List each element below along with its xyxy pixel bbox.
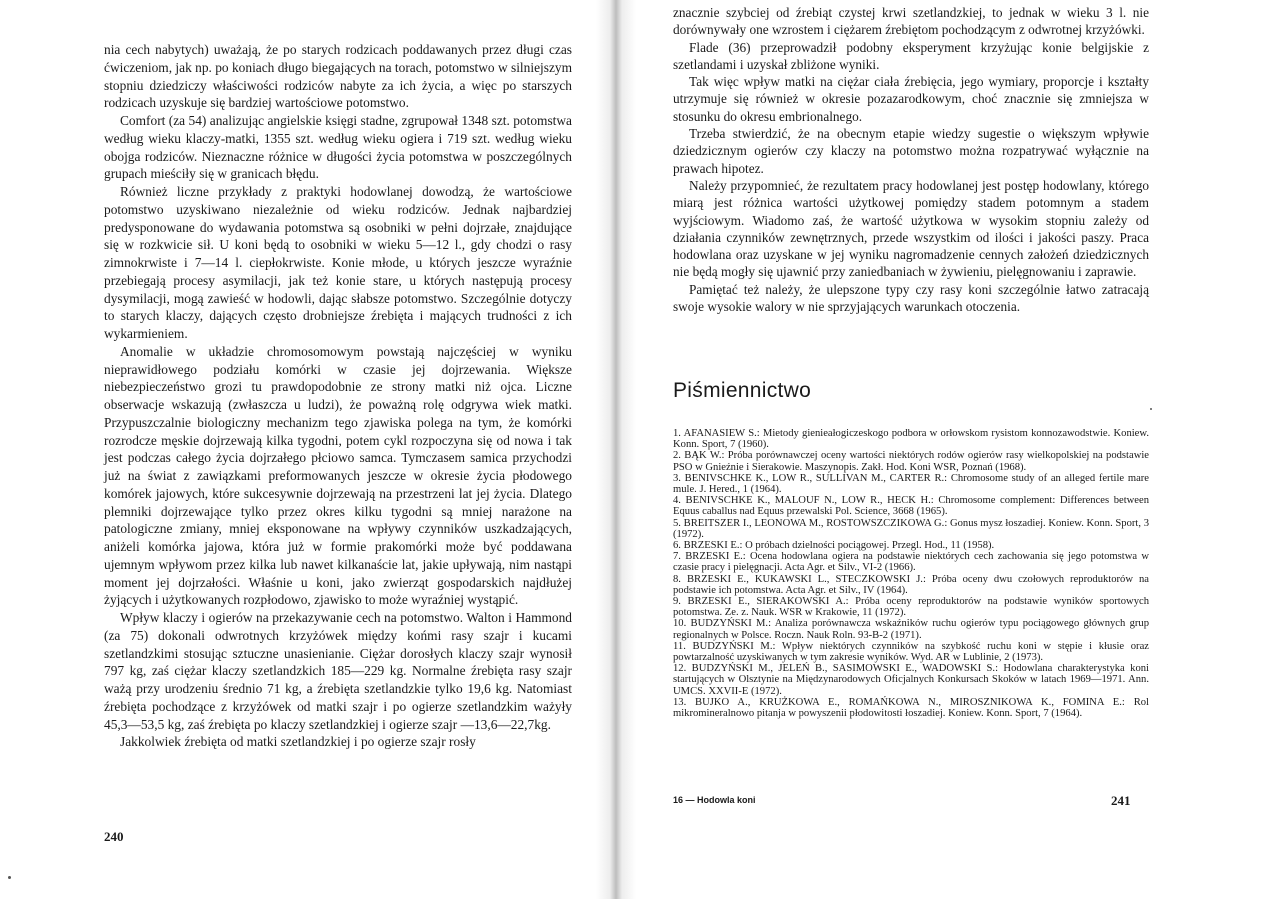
reference-item: 8. BRZESKI E., KUKAWSKI L., STECZKOWSKI J.: Próba oceny dwu czołowych reproduktorów na podstawie ich potomstwa. Acta Agr. et Silv., IV (1964). (673, 573, 1149, 596)
section-heading: Piśmiennictwo (673, 379, 812, 402)
right-text-column (673, 4, 1149, 315)
reference-item: 6. BRZESKI E.: O próbach dzielności pociągowej. Przegl. Hod., 11 (1958). (673, 540, 995, 552)
paragraph: Comfort (za 54) analizując angielskie księgi stadne, zgrupował 1348 szt. potomstwa według wieku klaczy-matki, 1355 szt. według wieku ogiera i 719 szt. według wieku obojga rodziców. Nieznaczne różnice w długości życia potomstwa w poszczególnych grupach mieściły się w granicach błędu. (104, 113, 572, 182)
right-page (620, 0, 1262, 899)
reference-item: 13. BUJKO A., KRUŻKOWA E., ROMAŃKOWA N., MIROSZNIKOWA K., FOMINA E.: Rol mikromineralnowo pitanja w powyszenii płodowitosti łoszadiej. Koniew. Konn. Sport, 7 (1964). (673, 696, 1149, 720)
paragraph: Również liczne przykłady z praktyki hodowlanej dowodzą, że wartościowe potomstwo uzyskiwano niezależnie od wieku rodziców. Jednak najbardziej predysponowane do wydawania potomstwa są osobniki w pełni dojrzałe, znajdujące się w rozkwicie sił. U koni będą to osobniki w wieku 5—12 l., gdy chodzi o rasy zimnokrwiste i 7—14 l. ciepłokrwiste. Konie młode, u których jeszcze wyraźnie przebiegają procesy asymilacji, jak też konie stare, u których następują procesy dysymilacji, mogą zawieść w hodowli, dając słabsze potomstwo. Szczególnie dotyczy to starych klaczy, dających często drobniejsze źrebięta i mających trudności z ich wykarmieniem. (104, 184, 572, 341)
paragraph: Tak więc wpływ matki na ciężar ciała źrebięcia, jego wymiary, proporcje i kształty utrzymuje się również w okresie pozazarodkowym, choć znacznie się zmniejsza w stosunku do okresu embrionalnego. (673, 74, 1149, 124)
scan-speck (1150, 408, 1152, 410)
page-number-left: 240 (104, 829, 124, 844)
left-page (0, 0, 614, 899)
printer-signature: 16 — Hodowla koni (673, 795, 756, 805)
reference-item: 7. BRZESKI E.: Ocena hodowlana ogiera na podstawie niektórych cech zachowania się jego potomstwa w czasie pracy i pielęgnacji. Acta Agr. et Silv., VI-2 (1966). (673, 551, 1149, 574)
reference-list (673, 428, 1149, 719)
reference-item: 2. BĄK W.: Próba porównawczej oceny wartości niektórych rodów ogierów rasy wielkopolskiej na podstawie PSO w Gnieźnie i Sierakowie. Maszynopis. Zakł. Hod. Koni WSR, Poznań (1968). (673, 450, 1149, 473)
page-number-right: 241 (1111, 793, 1131, 808)
paragraph: Wpływ klaczy i ogierów na przekazywanie cech na potomstwo. Walton i Hammond (za 75) dokonali odwrotnych krzyżówek między końmi rasy szajr i kucami szetlandzkimi stosując sztuczne unasienianie. Ciężar dorosłych klaczy szajr wynosił 797 kg, zaś ciężar klaczy szetlandzkich 185—229 kg. Normalne źrebięta rasy szajr ważą przy urodzeniu średnio 71 kg, a źrebięta szetlandzkie tylko 19,6 kg. Natomiast źrebięta pochodzące z krzyżówek od matki szajr i po ogierze szetlandzkim ważyły 45,3—53,5 kg, zaś źrebięta po klaczy szetlandzkiej i ogierze szajr —13,6—22,7kg. (104, 610, 572, 732)
paragraph: Jakkolwiek źrebięta od matki szetlandzkiej i po ogierze szajr rosły (120, 734, 476, 750)
paragraph: nia cech nabytych) uważają, że po starych rodzicach poddawanych przez długi czas ćwiczeniom, jak np. po koniach długo biegających na torach, potomstwo w silniejszym stopniu dziedziczy właściwości rodziców nabyte za ich życia, a więc po starszych rodzicach uzyskuje się bardziej wartościowe potomstwo. (104, 42, 572, 111)
left-text-column (104, 41, 572, 751)
reference-item: 4. BENIVSCHKE K., MALOUF N., LOW R., HECK H.: Chromosome complement: Differences between Equus caballus nad Equus przewalski Pol. Science, 3668 (1965). (673, 495, 1149, 518)
paragraph: Trzeba stwierdzić, że na obecnym etapie wiedzy sugestie o większym wpływie dziedzicznym ogierów czy klaczy na potomstwo można rozpatrywać wyłącznie na prawach hipotez. (673, 126, 1149, 176)
scan-speck (8, 876, 11, 879)
reference-item: 9. BRZESKI E., SIERAKOWSKI A.: Próba oceny reproduktorów na podstawie wyników sportowych potomstwa. Ze. z. Nauk. WSR w Krakowie, 11 (1972). (673, 596, 1149, 619)
paragraph: Flade (36) przeprowadził podobny eksperyment krzyżując konie belgijskie z szetlandami i uzyskał zbliżone wyniki. (673, 39, 1149, 72)
reference-item: 12. BUDZYŃSKI M., JELEŃ B., SASIMOWSKI E., WADOWSKI S.: Hodowlana charakterystyka koni startujących w Olsztynie na Międzynarodowych Oficjalnych Konkursach Skoków w latach 1969—1971. Ann. UMCS. XXVII-E (1972). (673, 663, 1149, 697)
paragraph: Należy przypomnieć, że rezultatem pracy hodowlanej jest postęp hodowlany, którego miarą jest różnica wartości użytkowej pomiędzy stadem potomnym a stadem wyjściowym. Wiadomo zaś, że wartość użytkowa w wysokim stopniu zależy od działania czynników zewnętrznych, przede wszystkim od ilości i jakości paszy. Praca hodowlana oraz uzyskane w jej wyniku nagromadzenie cennych założeń dziedzicznych nie będą mogły się ujawnić przy zaniedbaniach w żywieniu, pielęgnowaniu i zaprawie. (673, 177, 1149, 280)
reference-item: 1. AFANASIEW S.: Mietody gienieałogiczeskogo podbora w orłowskom rysistom konnozawodstwie. Koniew. Konn. Sport, 7 (1960). (673, 428, 1149, 451)
paragraph: znacznie szybciej od źrebiąt czystej krwi szetlandzkiej, to jednak w wieku 3 l. nie dorównywały one wzrostem i ciężarem źrebiętom pochodzącym z odwrotnej krzyżówki. (673, 5, 1149, 38)
reference-item: 11. BUDZYŃSKI M.: Wpływ niektórych czynników na szybkość ruchu koni w stępie i kłusie oraz powtarzalność uzyskiwanych w tym zakresie wyników. Wyd. AR w Lublinie, 2 (1973). (673, 640, 1149, 664)
reference-item: 5. BREITSZER I., LEONOWA M., ROSTOWSZCZIKOWA G.: Gonus mysz łoszadiej. Koniew. Konn. Sport, 3 (1972). (673, 517, 1149, 540)
reference-item: 3. BENIVSCHKE K., LOW R., SULLIVAN M., CARTER R.: Chromosome study of an alleged fertile mare mule. J. Hered., 1 (1964). (673, 472, 1149, 496)
reference-item: 10. BUDZYŃSKI M.: Analiza porównawcza wskaźników ruchu ogierów typu pociągowego głównych grup regionalnych w Polsce. Roczn. Nauk Roln. 93-B-2 (1971). (673, 618, 1149, 641)
paragraph: Anomalie w układzie chromosomowym powstają najczęściej w wyniku nieprawidłowego podziału komórki w czasie jej dojrzewania. Większe niebezpieczeństwo grozi tu prawdopodobnie ze strony matki niż ojca. Liczne obserwacje wskazują (zwłaszcza u ludzi), że poważną rolę odgrywa wiek matki. Przypuszczalnie biologiczny mechanizm tego zjawiska polega na tym, że komórki rozrodcze męskie dojrzewają kilka tygodni, potem cykl rozpoczyna się od nowa i tak jest podczas całego życia dojrzałego płciowo samca. Tymczasem samica przychodzi już na świat z zawiązkami preformowanych jeszcze w okresie życia płodowego komórek jajowych, które sukcesywnie dojrzewają na przestrzeni lat jej życia. Dlatego plemniki dojrzewające tylko przez okres kilku tygodni są mniej narażone na patologiczne zmiany, mniej eksponowane na wpływy czynników uszkadzających, aniżeli komórka jajowa, która już w formie prakomórki może być poddawana ujemnym wpływom przez kilka lub nawet kilkanaście lat, jakie upływają, nim nastąpi moment jej dojrzałości. Właśnie u koni, jako zwierząt gospodarskich najdłużej żyjących i użytkowanych rozpłodowo, zjawisko to może wyraźniej wystąpić. (104, 343, 572, 608)
paragraph: Pamiętać też należy, że ulepszone typy czy rasy koni szczególnie łatwo zatracają swoje wysokie walory w nie sprzyjających warunkach otoczenia. (673, 281, 1149, 315)
